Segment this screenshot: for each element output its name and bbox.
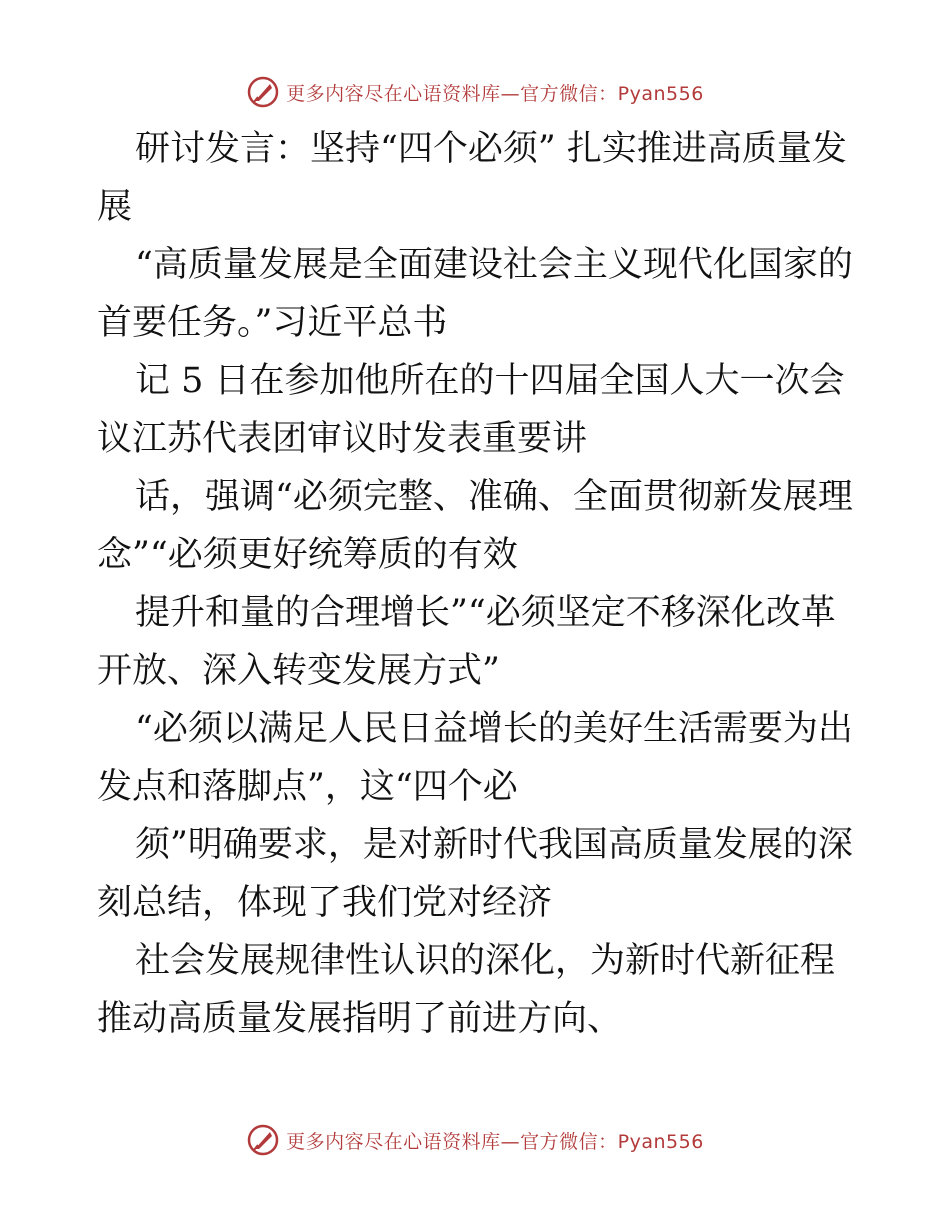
watermark-banner-top xyxy=(0,72,950,112)
paragraph: 社会发展规律性认识的深化，为新时代新征程推动高质量发展指明了前进方向、 xyxy=(97,941,836,1039)
paragraph: “必须以满足人民日益增长的美好生活需要为出发点和落脚点”，这“四个必 xyxy=(97,709,853,807)
feather-logo-icon xyxy=(246,75,280,109)
watermark-text: 更多内容尽在心语资料库—官方微信：Pyan556 xyxy=(286,82,704,105)
paragraph: “高质量发展是全面建设社会主义现代化国家的首要任务。”习近平总书 xyxy=(97,245,853,343)
feather-logo-icon xyxy=(246,1123,280,1157)
paragraph: 须”明确要求，是对新时代我国高质量发展的深刻总结，体现了我们党对经济 xyxy=(97,825,853,923)
watermark-text: 更多内容尽在心语资料库—官方微信：Pyan556 xyxy=(286,1130,704,1153)
paragraph: 研讨发言：坚持“四个必须” 扎实推进高质量发展 xyxy=(97,129,847,227)
document-body xyxy=(97,120,857,1048)
paragraph: 提升和量的合理增长”“必须坚定不移深化改革开放、深入转变发展方式” xyxy=(97,593,836,691)
paragraph: 话，强调“必须完整、准确、全面贯彻新发展理念”“必须更好统筹质的有效 xyxy=(97,477,853,575)
paragraph: 记 5 日在参加他所在的十四届全国人大一次会议江苏代表团审议时发表重要讲 xyxy=(97,361,845,459)
watermark-banner-bottom xyxy=(0,1120,950,1160)
